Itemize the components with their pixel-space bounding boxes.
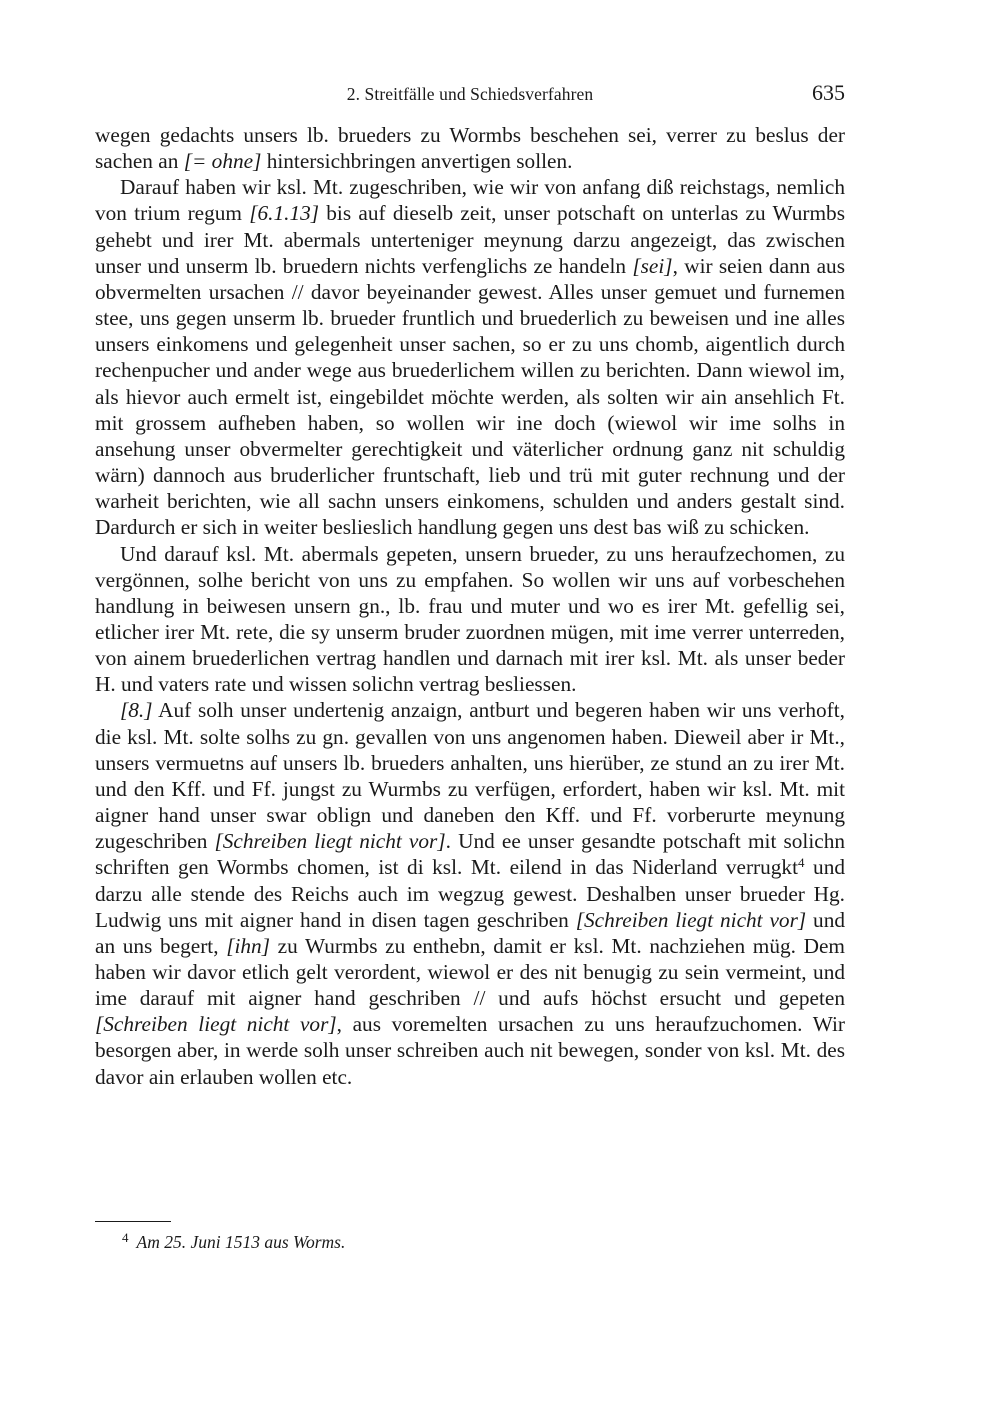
- editorial-note: [Schreiben liegt nicht vor]: [214, 829, 446, 854]
- editorial-note: [Schreiben liegt nicht vor]: [95, 1012, 337, 1037]
- text-segment: . Und ee unser gesandte potschaft mit solichn schriften gen Wormbs chomen, ist di ksl. Mt. eilend in das Niderland verrugkt: [95, 829, 845, 880]
- body-text: [95, 122, 845, 1090]
- footnote-text: Am 25. Juni 1513 aus Worms.: [136, 1232, 346, 1252]
- text-segment: hintersichbringen anvertigen sollen.: [261, 149, 573, 174]
- paragraph: [95, 122, 845, 174]
- text-segment: und darzu alle stende des Reichs auch im wegzug gewest. Deshalben unser brueder Hg. Ludwig uns mit aigner hand in disen tagen geschriben: [95, 855, 845, 932]
- editorial-note: [sei]: [632, 253, 673, 278]
- text-segment: Und darauf ksl. Mt. abermals gepeten, unsern brueder, zu uns heraufzechomen, zu vergönnen, solhe bericht von uns zu empfahen. So wollen wir uns auf vorbeschehen handlung in beiwesen unsern gn., lb. frau und muter und wo es irer Mt. gefellig sei, etlicher irer Mt. rete, die sy unserm bruder zuordnen mügen, mit ime verrer unterreden, von ainem bruederlichen vertrag handlen und darnach mit irer ksl. Mt. als unser beder H. und vaters rate und wissen solichn vertrag besliessen.: [95, 541, 845, 697]
- editorial-note: [6.1.13]: [249, 201, 320, 226]
- paragraph: [95, 174, 845, 540]
- running-head: [95, 80, 845, 110]
- editorial-note: [Schreiben liegt nicht vor]: [575, 907, 807, 932]
- text-segment: wegen gedachts unsers lb. brueders zu Wormbs beschehen sei, verrer zu beslus der sachen an: [95, 123, 845, 174]
- running-title: 2. Streitfälle und Schiedsverfahren: [346, 84, 594, 104]
- text-segment: Darauf haben wir ksl. Mt. zugeschriben, wie wir von anfang diß reichstags, nemlich von trium regum: [95, 175, 845, 226]
- editorial-note: [= ohne]: [183, 149, 262, 174]
- text-segment: bis auf dieselb zeit, unser potschaft on unterlas zu Wurmbs gehebt und irer Mt. abermals unterteniger meynung darzu angezeigt, das zwischen unser und unserm lb. bruedern nichts verfenglichs ze handeln: [95, 201, 845, 278]
- text-segment: und an uns begert,: [95, 907, 845, 958]
- paragraph: [95, 541, 845, 698]
- footnote-number: 4: [122, 1230, 129, 1245]
- editorial-note: [ihn]: [226, 933, 270, 958]
- page-number: 635: [812, 80, 845, 105]
- footnotes: [122, 1230, 822, 1253]
- text-segment: , wir seien dann aus obvermelten ursachen // davor beyeinander gewest. Alles unser gemuet und furnemen stee, uns gegen unserm lb. brueder fruntlich und bruederlich zu beweisen und ine alles unsers einkomens und gelegenheit unser sachen, so er zu uns chomb, aigentlich durch rechenpucher und ander wege aus bruederlichem willen zu berichten. Dann wiewol im, als hievor auch ermelt ist, eingebildet möchte werden, als solten wir ain ansehlich Ft. mit grossem aufheben haben, so wollen wir ine doch (wiewol wir ime solhs in ansehung unser obvermelter gerechtigkeit und väterlicher ordnung ganz nit schuldig wärn) dannoch aus bruderlicher fruntschaft, lieb und trü mit guter rechnung und der warheit berichten, wie all sachn unsers einkomens, schulden und anders gestalt sind. Dardurch er sich in weiter beslieslich handlung gegen uns dest bas wiß zu schicken.: [95, 253, 845, 540]
- text-segment: , aus voremelten ursachen zu uns heraufzuchomen. Wir besorgen aber, in werde solh unser schreiben auch nit bewegen, sonder von ksl. Mt. des davor ain erlauben wollen etc.: [95, 1012, 845, 1089]
- paragraph: [95, 697, 845, 1089]
- text-segment: Auf solh unser undertenig anzaign, antburt und begeren haben wir uns verhoft, die ksl. Mt. solte solhs zu gn. gevallen von uns angenomen haben. Dieweil aber ir Mt., unsers vermuetns auf unsers lb. brueders anhalten, uns hierüber, ze stund an zu irer Mt. und den Kff. und Ff. jungst zu Wurmbs zu verfügen, erfordert, haben wir ksl. Mt. mit aigner hand unser swar oblign und daneben den Kff. und Ff. vorberurte meynung zugeschriben: [95, 698, 845, 854]
- footnote-divider: [95, 1221, 171, 1222]
- footnote-reference: 4: [798, 855, 805, 871]
- editorial-note: [8.]: [120, 698, 153, 723]
- text-segment: zu Wurmbs zu enthebn, damit er ksl. Mt. nachziehen müg. Dem haben wir davor etlich gelt verordent, wiewol er des nit benugig zu sein vermeint, und ime darauf mit aigner hand geschriben // und aufs höchst ersucht und gepeten: [95, 933, 845, 1011]
- footnote: [122, 1230, 822, 1253]
